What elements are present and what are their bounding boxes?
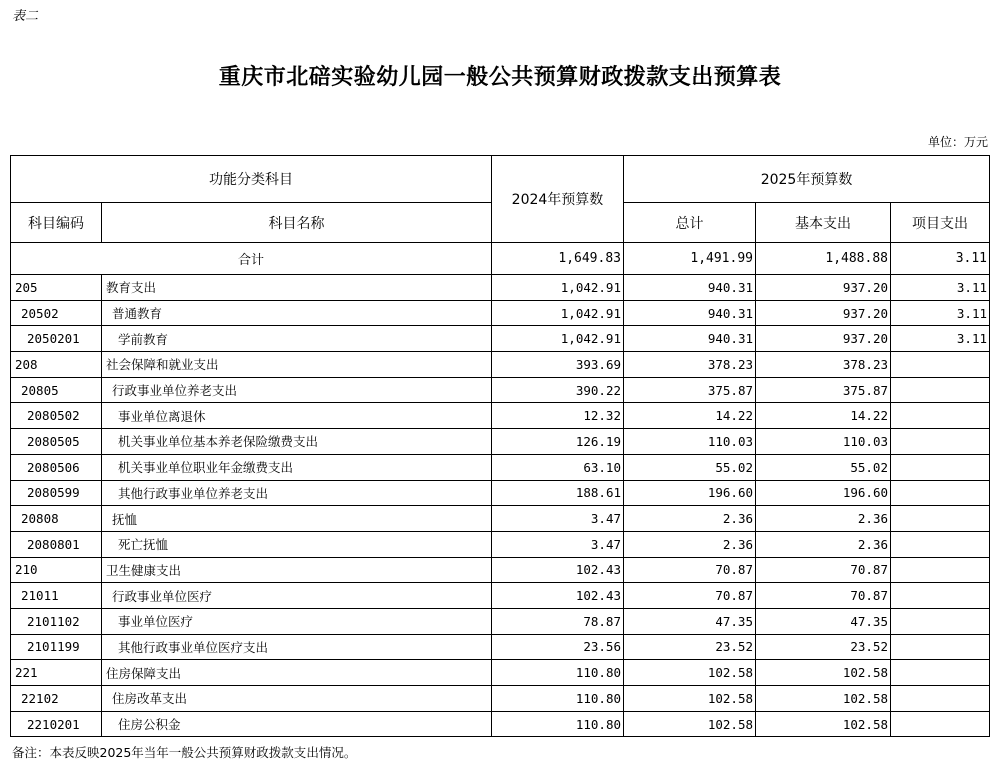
cell-code: 20502	[11, 300, 102, 326]
table-row	[11, 634, 990, 660]
cell-basic: 14.22	[756, 403, 891, 429]
cell-project	[891, 377, 990, 403]
header-code: 科目编码	[11, 203, 102, 243]
cell-total: 70.87	[624, 583, 756, 609]
cell-code: 221	[11, 660, 102, 686]
table-row	[11, 557, 990, 583]
cell-basic: 23.52	[756, 634, 891, 660]
cell-basic: 47.35	[756, 608, 891, 634]
cell-project	[891, 557, 990, 583]
cell-name: 学前教育	[102, 326, 492, 352]
table-row	[11, 660, 990, 686]
cell-code: 2080801	[11, 531, 102, 557]
cell-project	[891, 711, 990, 737]
cell-prev-year: 390.22	[492, 377, 624, 403]
budget-table	[10, 155, 990, 737]
header-basic: 基本支出	[756, 203, 891, 243]
cell-basic: 110.03	[756, 429, 891, 455]
header-total: 总计	[624, 203, 756, 243]
cell-project	[891, 686, 990, 712]
table-row	[11, 300, 990, 326]
cell-prev-year: 110.80	[492, 660, 624, 686]
cell-total: 2.36	[624, 506, 756, 532]
cell-name: 其他行政事业单位医疗支出	[102, 634, 492, 660]
cell-project	[891, 454, 990, 480]
cell-prev-year: 102.43	[492, 583, 624, 609]
cell-project	[891, 583, 990, 609]
cell-total: 55.02	[624, 454, 756, 480]
cell-basic: 937.20	[756, 326, 891, 352]
cell-total: 2.36	[624, 531, 756, 557]
header-project: 项目支出	[891, 203, 990, 243]
cell-prev-year: 3.47	[492, 531, 624, 557]
cell-prev-year: 393.69	[492, 352, 624, 378]
cell-total: 14.22	[624, 403, 756, 429]
header-name: 科目名称	[102, 203, 492, 243]
header-prev-year: 2024年预算数	[492, 156, 624, 243]
footnote: 备注：本表反映2025年当年一般公共预算财政拨款支出情况。	[12, 745, 357, 760]
cell-code: 20808	[11, 506, 102, 532]
cell-total: 102.58	[624, 660, 756, 686]
document-title: 重庆市北碚实验幼儿园一般公共预算财政拨款支出预算表	[218, 64, 782, 90]
cell-prev-year: 110.80	[492, 686, 624, 712]
cell-name: 教育支出	[102, 275, 492, 301]
table-row	[11, 686, 990, 712]
cell-code: 2080506	[11, 454, 102, 480]
total-label: 合计	[11, 243, 492, 275]
cell-total: 375.87	[624, 377, 756, 403]
total-sum: 1,491.99	[624, 243, 756, 275]
cell-name: 行政事业单位养老支出	[102, 377, 492, 403]
cell-prev-year: 126.19	[492, 429, 624, 455]
table-row	[11, 480, 990, 506]
table-row	[11, 608, 990, 634]
cell-name: 住房改革支出	[102, 686, 492, 712]
cell-name: 行政事业单位医疗	[102, 583, 492, 609]
unit-label: 单位：万元	[927, 135, 988, 149]
cell-name: 抚恤	[102, 506, 492, 532]
cell-total: 102.58	[624, 711, 756, 737]
table-row	[11, 506, 990, 532]
cell-prev-year: 110.80	[492, 711, 624, 737]
table-row	[11, 583, 990, 609]
cell-code: 2080599	[11, 480, 102, 506]
cell-name: 社会保障和就业支出	[102, 352, 492, 378]
total-project: 3.11	[891, 243, 990, 275]
cell-total: 196.60	[624, 480, 756, 506]
cell-basic: 375.87	[756, 377, 891, 403]
header-cur-year: 2025年预算数	[624, 156, 990, 203]
cell-project	[891, 429, 990, 455]
table-row	[11, 711, 990, 737]
table-row	[11, 429, 990, 455]
cell-code: 2080502	[11, 403, 102, 429]
cell-total: 940.31	[624, 326, 756, 352]
cell-code: 2050201	[11, 326, 102, 352]
cell-prev-year: 1,042.91	[492, 300, 624, 326]
cell-name: 死亡抚恤	[102, 531, 492, 557]
total-prev: 1,649.83	[492, 243, 624, 275]
cell-code: 208	[11, 352, 102, 378]
cell-total: 940.31	[624, 275, 756, 301]
cell-project: 3.11	[891, 275, 990, 301]
cell-total: 102.58	[624, 686, 756, 712]
cell-project: 3.11	[891, 326, 990, 352]
cell-name: 机关事业单位职业年金缴费支出	[102, 454, 492, 480]
cell-project	[891, 403, 990, 429]
header-category: 功能分类科目	[11, 156, 492, 203]
cell-total: 70.87	[624, 557, 756, 583]
table-row	[11, 326, 990, 352]
cell-prev-year: 78.87	[492, 608, 624, 634]
cell-basic: 102.58	[756, 711, 891, 737]
cell-basic: 196.60	[756, 480, 891, 506]
cell-basic: 102.58	[756, 686, 891, 712]
cell-prev-year: 63.10	[492, 454, 624, 480]
cell-prev-year: 3.47	[492, 506, 624, 532]
cell-basic: 55.02	[756, 454, 891, 480]
cell-code: 2210201	[11, 711, 102, 737]
cell-code: 22102	[11, 686, 102, 712]
cell-name: 卫生健康支出	[102, 557, 492, 583]
cell-project	[891, 506, 990, 532]
cell-total: 940.31	[624, 300, 756, 326]
cell-total: 23.52	[624, 634, 756, 660]
cell-basic: 378.23	[756, 352, 891, 378]
table-row	[11, 531, 990, 557]
cell-project	[891, 480, 990, 506]
cell-total: 110.03	[624, 429, 756, 455]
cell-name: 住房公积金	[102, 711, 492, 737]
cell-code: 20805	[11, 377, 102, 403]
cell-basic: 937.20	[756, 275, 891, 301]
cell-name: 事业单位医疗	[102, 608, 492, 634]
cell-code: 205	[11, 275, 102, 301]
cell-basic: 937.20	[756, 300, 891, 326]
table-row	[11, 403, 990, 429]
cell-name: 其他行政事业单位养老支出	[102, 480, 492, 506]
cell-prev-year: 1,042.91	[492, 275, 624, 301]
cell-prev-year: 23.56	[492, 634, 624, 660]
cell-prev-year: 12.32	[492, 403, 624, 429]
cell-prev-year: 188.61	[492, 480, 624, 506]
cell-project	[891, 608, 990, 634]
cell-project	[891, 634, 990, 660]
cell-name: 普通教育	[102, 300, 492, 326]
cell-code: 2101102	[11, 608, 102, 634]
cell-code: 2080505	[11, 429, 102, 455]
cell-code: 21011	[11, 583, 102, 609]
cell-prev-year: 102.43	[492, 557, 624, 583]
cell-prev-year: 1,042.91	[492, 326, 624, 352]
cell-project	[891, 660, 990, 686]
cell-project	[891, 531, 990, 557]
cell-project	[891, 352, 990, 378]
cell-name: 事业单位离退休	[102, 403, 492, 429]
total-row	[11, 243, 990, 275]
cell-basic: 70.87	[756, 557, 891, 583]
cell-basic: 2.36	[756, 531, 891, 557]
table-row	[11, 377, 990, 403]
cell-code: 210	[11, 557, 102, 583]
cell-basic: 70.87	[756, 583, 891, 609]
cell-total: 378.23	[624, 352, 756, 378]
table-row	[11, 275, 990, 301]
table-row	[11, 352, 990, 378]
total-basic: 1,488.88	[756, 243, 891, 275]
cell-basic: 2.36	[756, 506, 891, 532]
cell-project: 3.11	[891, 300, 990, 326]
cell-total: 47.35	[624, 608, 756, 634]
table-row	[11, 454, 990, 480]
cell-basic: 102.58	[756, 660, 891, 686]
cell-code: 2101199	[11, 634, 102, 660]
cell-name: 机关事业单位基本养老保险缴费支出	[102, 429, 492, 455]
cell-name: 住房保障支出	[102, 660, 492, 686]
table-number-label: 表二	[12, 9, 39, 24]
